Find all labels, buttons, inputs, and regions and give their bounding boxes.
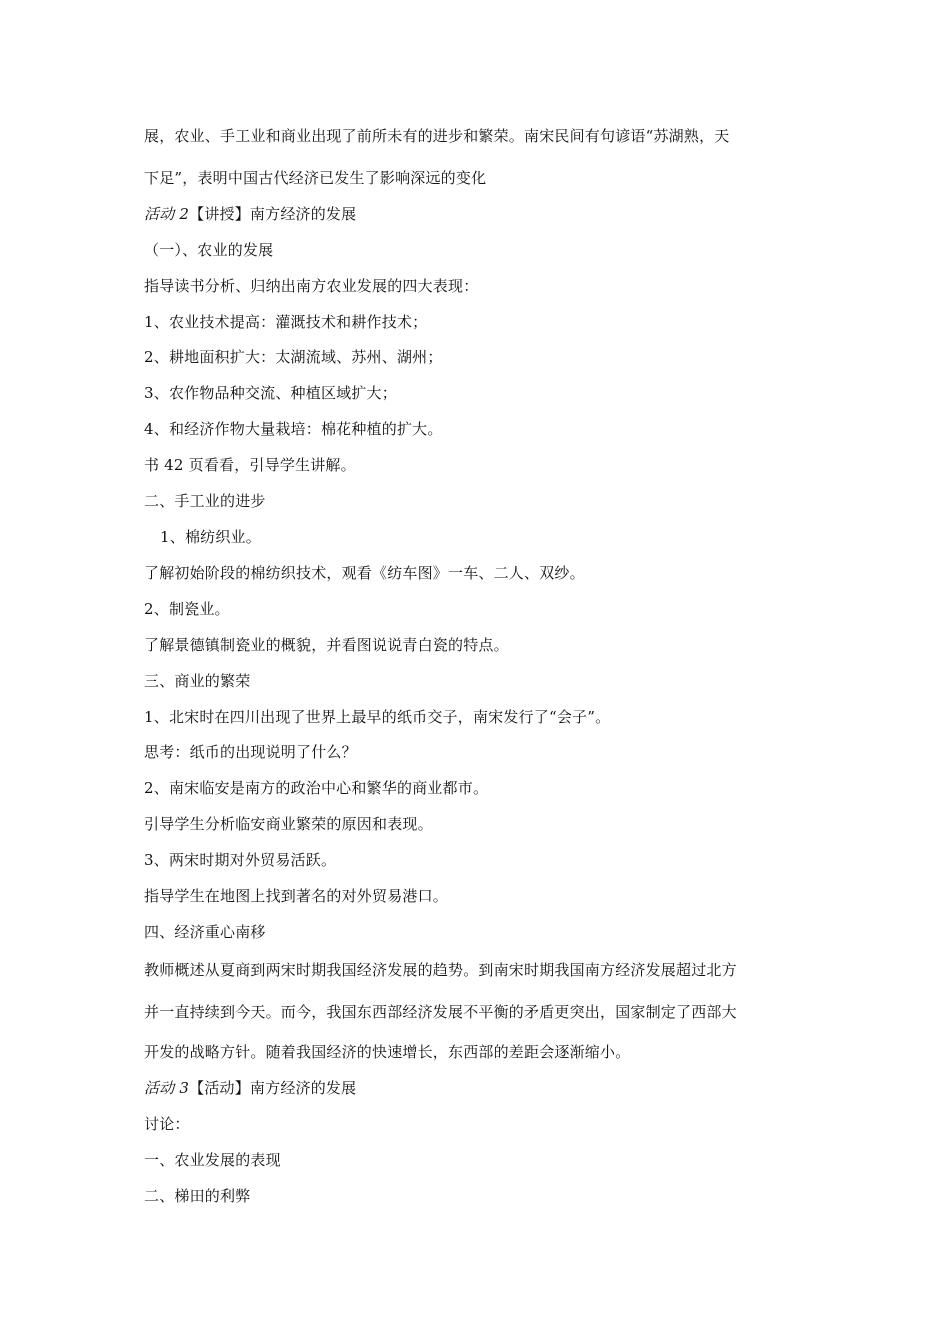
paragraph-line: 指导学生在地图上找到著名的对外贸易港口。 [144,887,449,905]
list-item: 2、南宋临安是南方的政治中心和繁华的商业都市。 [144,779,489,797]
paragraph-line: 了解初始阶段的棉纺织技术，观看《纺车图》一车、二人、双纱。 [144,564,585,582]
section-heading: 四、经济重心南移 [144,923,266,941]
section-heading: （一）、农业的发展 [144,241,274,259]
list-item: 2、耕地面积扩大：太湖流域、苏州、湖州； [144,348,443,366]
paragraph-line: 教师概述从夏商到两宋时期我国经济发展的趋势。到南宋时期我国南方经济发展超过北方 [144,961,737,979]
list-item: 3、两宋时期对外贸易活跃。 [144,851,337,869]
list-item: 3、农作物品种交流、种植区域扩大； [144,384,397,402]
activity-title: 【讲授】南方经济的发展 [189,205,357,223]
list-item: 1、农业技术提高：灌溉技术和耕作技术； [144,313,428,331]
paragraph-line: 讨论： [144,1115,190,1133]
paragraph-line: 引导学生分析临安商业繁荣的原因和表现。 [144,815,433,833]
list-item: 4、和经济作物大量栽培：棉花种植的扩大。 [144,420,443,438]
paragraph-line: 展，农业、手工业和商业出现了前所未有的进步和繁荣。南宋民间有句谚语“苏湖熟，天 [144,127,730,145]
list-item: 2、制瓷业。 [144,600,230,618]
activity-number: 活动 2 [144,205,190,223]
activity-heading [144,1078,356,1098]
paragraph-line: 思考：纸币的出现说明了什么？ [144,743,357,761]
paragraph-line: 书 42 页看看，引导学生讲解。 [144,456,356,474]
paragraph-line: 并一直持续到今天。而今，我国东西部经济发展不平衡的矛盾更突出，国家制定了西部大 [144,1003,737,1021]
activity-heading [144,204,356,224]
activity-title: 【活动】南方经济的发展 [189,1079,357,1097]
list-item: 1、棉纺织业。 [160,528,261,546]
section-heading: 三、商业的繁荣 [144,672,251,690]
paragraph-line: 指导读书分析、归纳出南方农业发展的四大表现： [144,277,479,295]
paragraph-line: 开发的战略方针。随着我国经济的快速增长，东西部的差距会逐渐缩小。 [144,1043,631,1061]
activity-number: 活动 3 [144,1079,190,1097]
list-item: 一、农业发展的表现 [144,1151,281,1169]
list-item: 1、北宋时在四川出现了世界上最早的纸币交子，南宋发行了“会子”。 [144,708,611,726]
paragraph-line: 了解景德镇制瓷业的概貌，并看图说说青白瓷的特点。 [144,636,509,654]
section-heading: 二、手工业的进步 [144,492,266,510]
list-item: 二、梯田的利弊 [144,1187,251,1205]
paragraph-line: 下足”，表明中国古代经济已发生了影响深远的变化 [144,169,487,187]
